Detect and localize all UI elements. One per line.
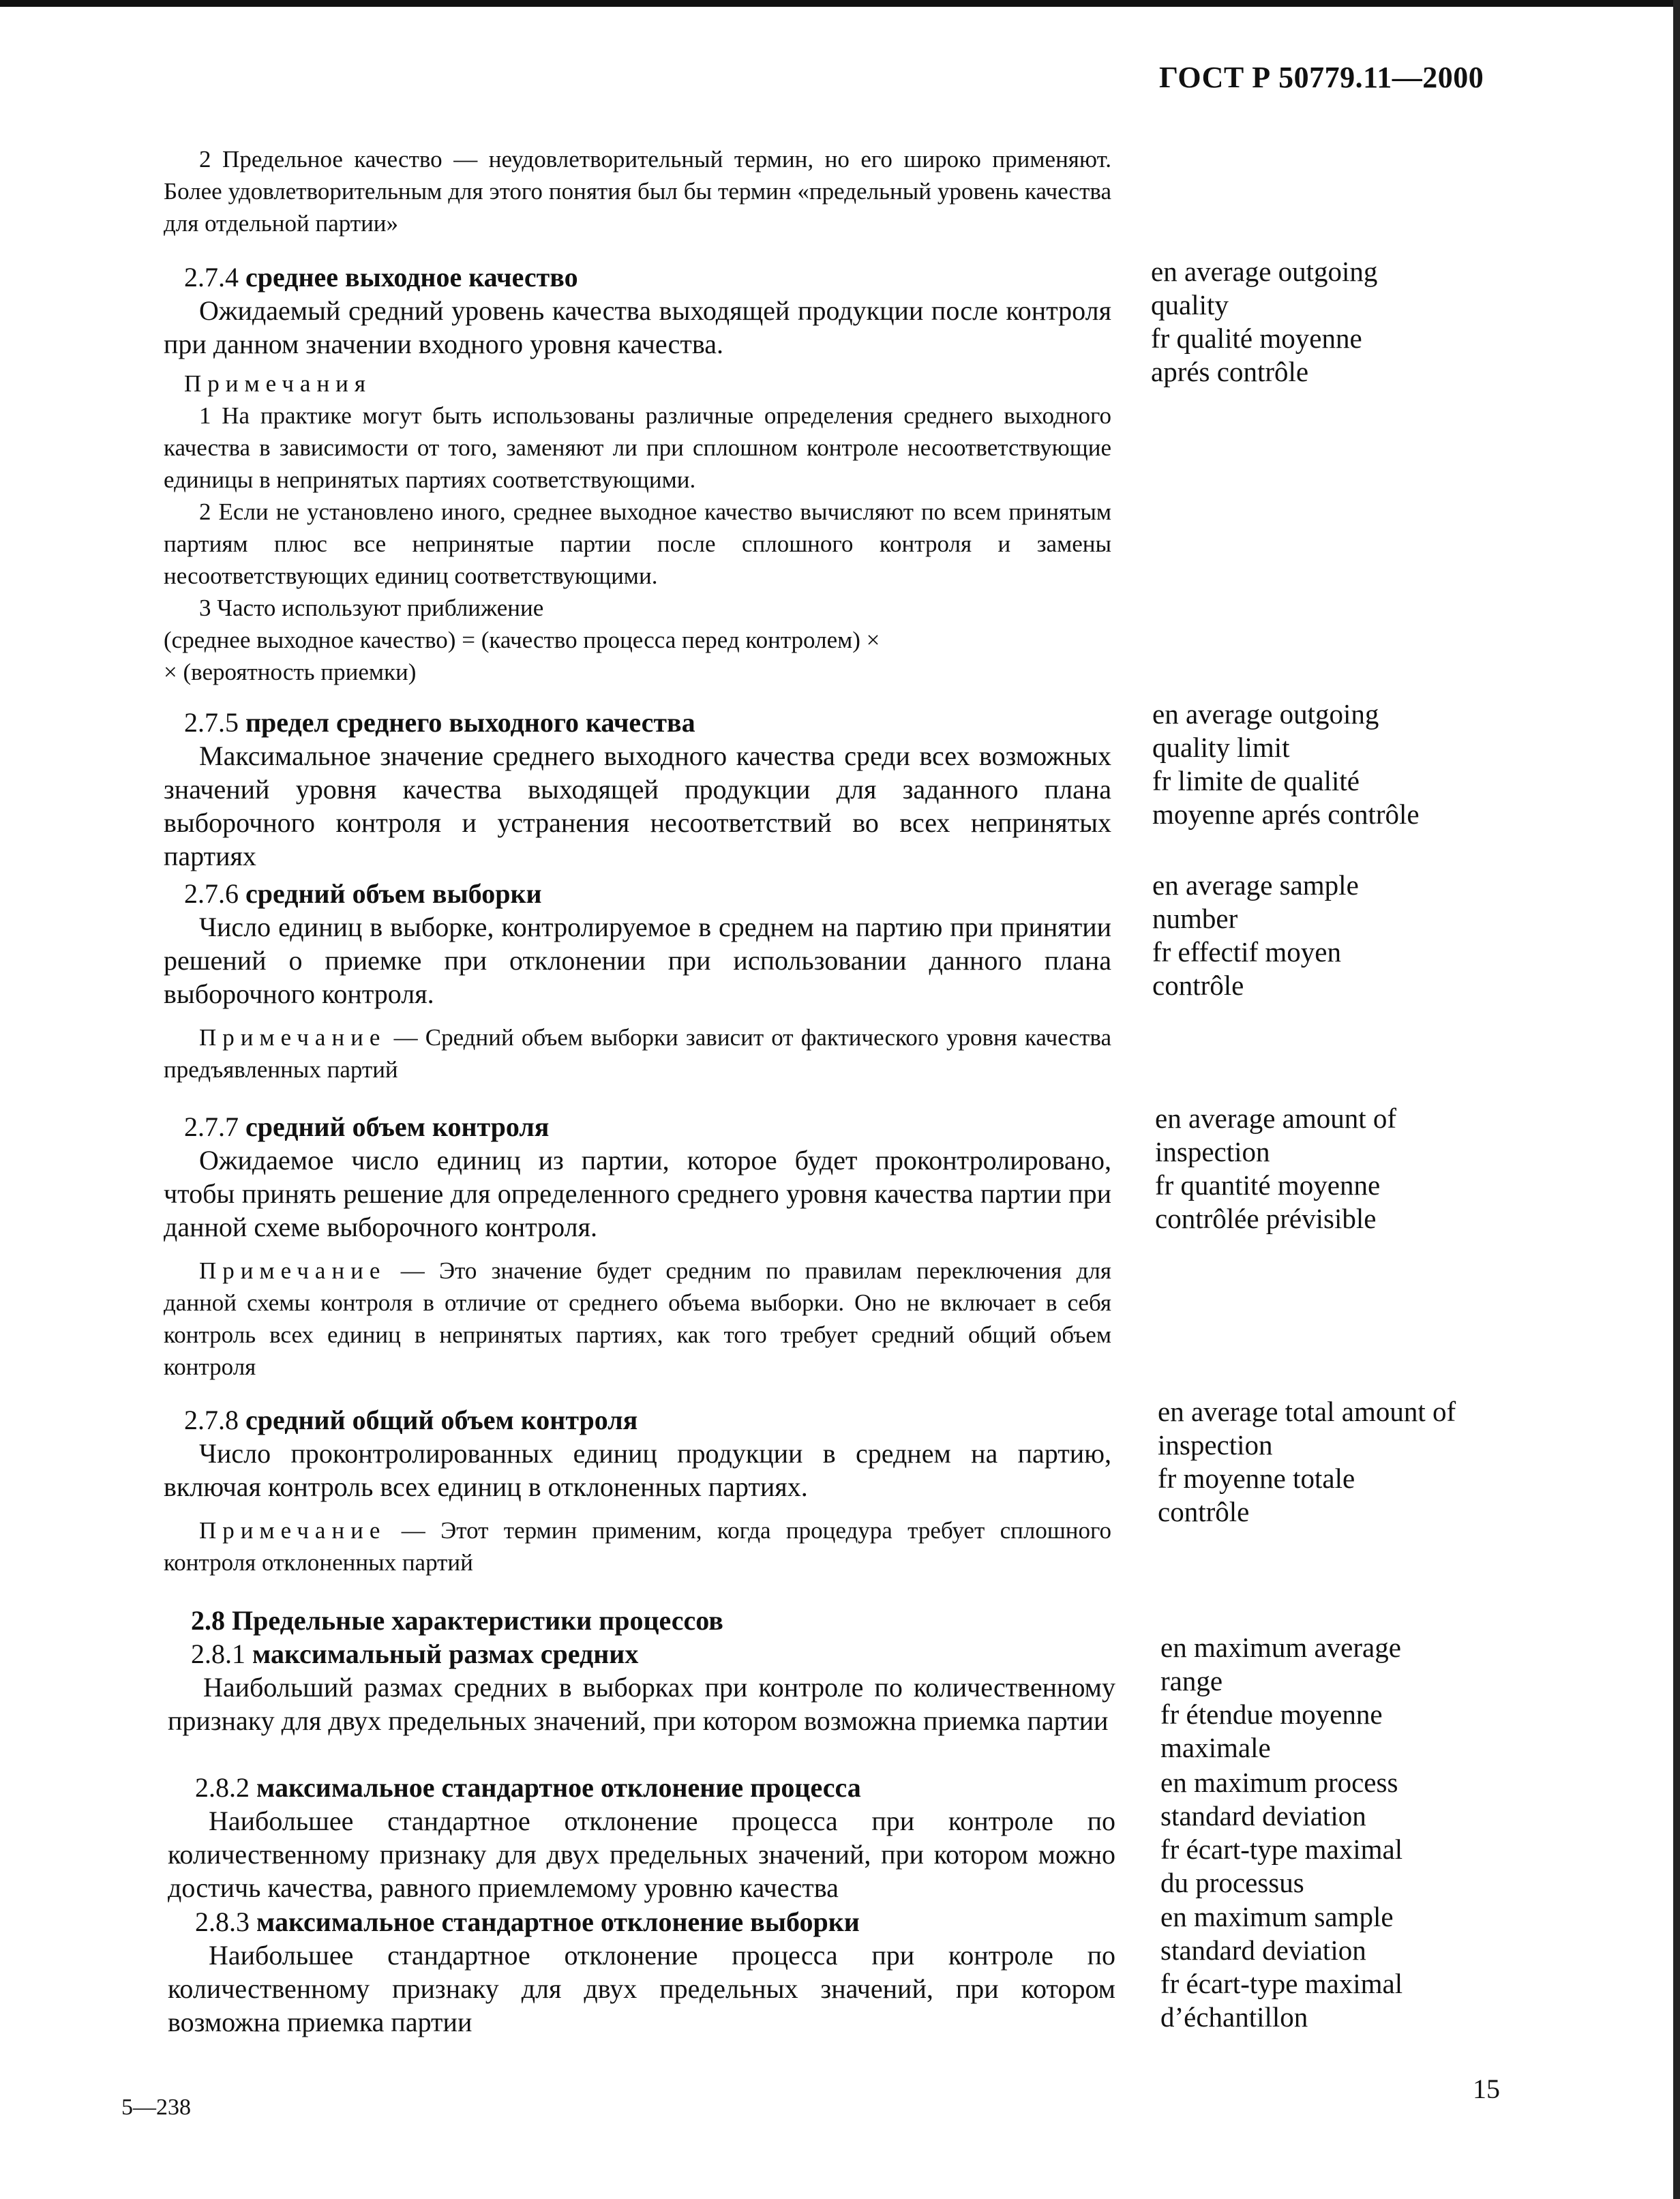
term-2-7-6: 2.7.6 средний объем выборки (184, 878, 542, 909)
entry-2-8-3 (168, 1905, 1115, 2039)
entry-2-7-7 (164, 1110, 1111, 1383)
scan-top-edge (0, 0, 1680, 7)
equiv-2-8-3: en maximum sample standard deviation fr écart-type maximal d’échantillon (1160, 1901, 1403, 2033)
scan-right-edge (1673, 0, 1680, 2199)
term-2-7-7: 2.7.7 средний объем контроля (184, 1111, 550, 1142)
notes-2-7-4: Примечания 1 На практике могут быть использованы различные определения среднего выходного качества в зависимости от того, заменяют ли при сплошном контроле несоответствующие единицы в непринятых партиях соответствующими. 2 Если не установлено иного, среднее выходное качество вычисляют по всем принятым партиям плюс все непринятые партии после сплошного контроля и замены несоответствующих единиц соответствующими. 3 Часто используют приближение (среднее выходное качество) = (качество процесса перед контролем) × × (вероятность приемки) (164, 370, 1111, 685)
note-2-7-7: Примечание — Это значение будет средним по правилам переключения для данной схемы контроля в отличие от среднего объема выборки. Оно не включает в себя контроль всех единиц в непринятых партиях, как того требует средний общий объем контроля (164, 1257, 1111, 1380)
section-2-8-title: 2.8 Предельные характеристики процессов (191, 1605, 723, 1636)
definition-2-7-6: Число единиц в выборке, контролируемое в среднем на партию при принятии решений о приемке при отклонении при использовании данного плана выборочного контроля. (164, 912, 1111, 1009)
definition-2-7-7: Ожидаемое число единиц из партии, которое будет проконтролировано, чтобы принять решение для определенного среднего уровня качества партии при данной схеме выборочного контроля. (164, 1145, 1111, 1242)
note-top: 2 Предельное качество — неудовлетворительный термин, но его широко применяют. Более удовлетворительным для этого понятия был бы термин «предельный уровень качества для отдельной партии» (164, 146, 1111, 237)
page-number: 15 (1473, 2074, 1500, 2104)
entry-2-7-5 (164, 706, 1111, 873)
definition-2-7-4: Ожидаемый средний уровень качества выходящей продукции после контроля при данном значении входного уровня качества. (164, 295, 1111, 359)
equiv-2-7-5: en average outgoing quality limit fr limite de qualité moyenne aprés contrôle (1152, 698, 1420, 830)
note-2-7-6: Примечание — Средний объем выборки зависит от фактического уровня качества предъявленных партий (164, 1024, 1111, 1083)
entry-2-8-1 (168, 1637, 1115, 1737)
definition-2-8-3: Наибольшее стандартное отклонение процесса при контроле по количественному признаку для двух предельных значений, при котором возможна приемка партии (168, 1940, 1115, 2037)
definition-2-7-8: Число проконтролированных единиц продукции в среднем на партию, включая контроль всех единиц в отклоненных партиях. (164, 1438, 1111, 1502)
term-2-8-1: 2.8.1 максимальный размах средних (191, 1639, 639, 1669)
note-2-7-8: Примечание — Этот термин применим, когда процедура требует сплошного контроля отклоненных партий (164, 1517, 1111, 1576)
definition-2-8-2: Наибольшее стандартное отклонение процесса при контроле по количественному признаку для двух предельных значений, при котором можно достичь качества, равного приемлемому уровню качества (168, 1806, 1115, 1903)
equiv-2-7-7: en average amount of inspection fr quantité moyenne contrôlée prévisible (1155, 1103, 1397, 1234)
entry-2-7-4 (164, 260, 1111, 688)
term-2-7-8: 2.7.8 средний общий объем контроля (184, 1405, 638, 1435)
equiv-2-7-4: en average outgoing quality fr qualité moyenne aprés contrôle (1151, 256, 1378, 387)
definition-2-7-5: Максимальное значение среднего выходного качества среди всех возможных значений уровня качества выходящей продукции для заданного плана выборочного контроля и устранения несоответствий во всех непринятых партиях (164, 741, 1111, 871)
equiv-2-7-8: en average total amount of inspection fr moyenne totale contrôle (1158, 1396, 1456, 1527)
equiv-2-8-2: en maximum process standard deviation fr écart-type maximal du processus (1160, 1767, 1403, 1898)
entry-2-7-6 (164, 877, 1111, 1086)
entry-2-8-2 (168, 1771, 1115, 1904)
standard-header: ГОСТ Р 50779.11—2000 (1159, 61, 1484, 94)
term-2-8-3: 2.8.3 максимальное стандартное отклонение выборки (195, 1906, 860, 1937)
definition-2-8-1: Наибольший размах средних в выборках при контроле по количественному признаку для двух предельных значений, при котором возможна приемка партии (168, 1672, 1115, 1736)
equiv-2-8-1: en maximum average range fr étendue moyenne maximale (1160, 1632, 1401, 1763)
equiv-2-7-6: en average sample number fr effectif moyen contrôle (1152, 869, 1359, 1001)
term-2-7-4: 2.7.4 среднее выходное качество (184, 262, 578, 293)
term-2-8-2: 2.8.2 максимальное стандартное отклонение процесса (195, 1772, 861, 1803)
footer-code: 5—238 (121, 2095, 191, 2120)
term-2-7-5: 2.7.5 предел среднего выходного качества (184, 707, 695, 738)
entry-2-7-8 (164, 1403, 1111, 1579)
